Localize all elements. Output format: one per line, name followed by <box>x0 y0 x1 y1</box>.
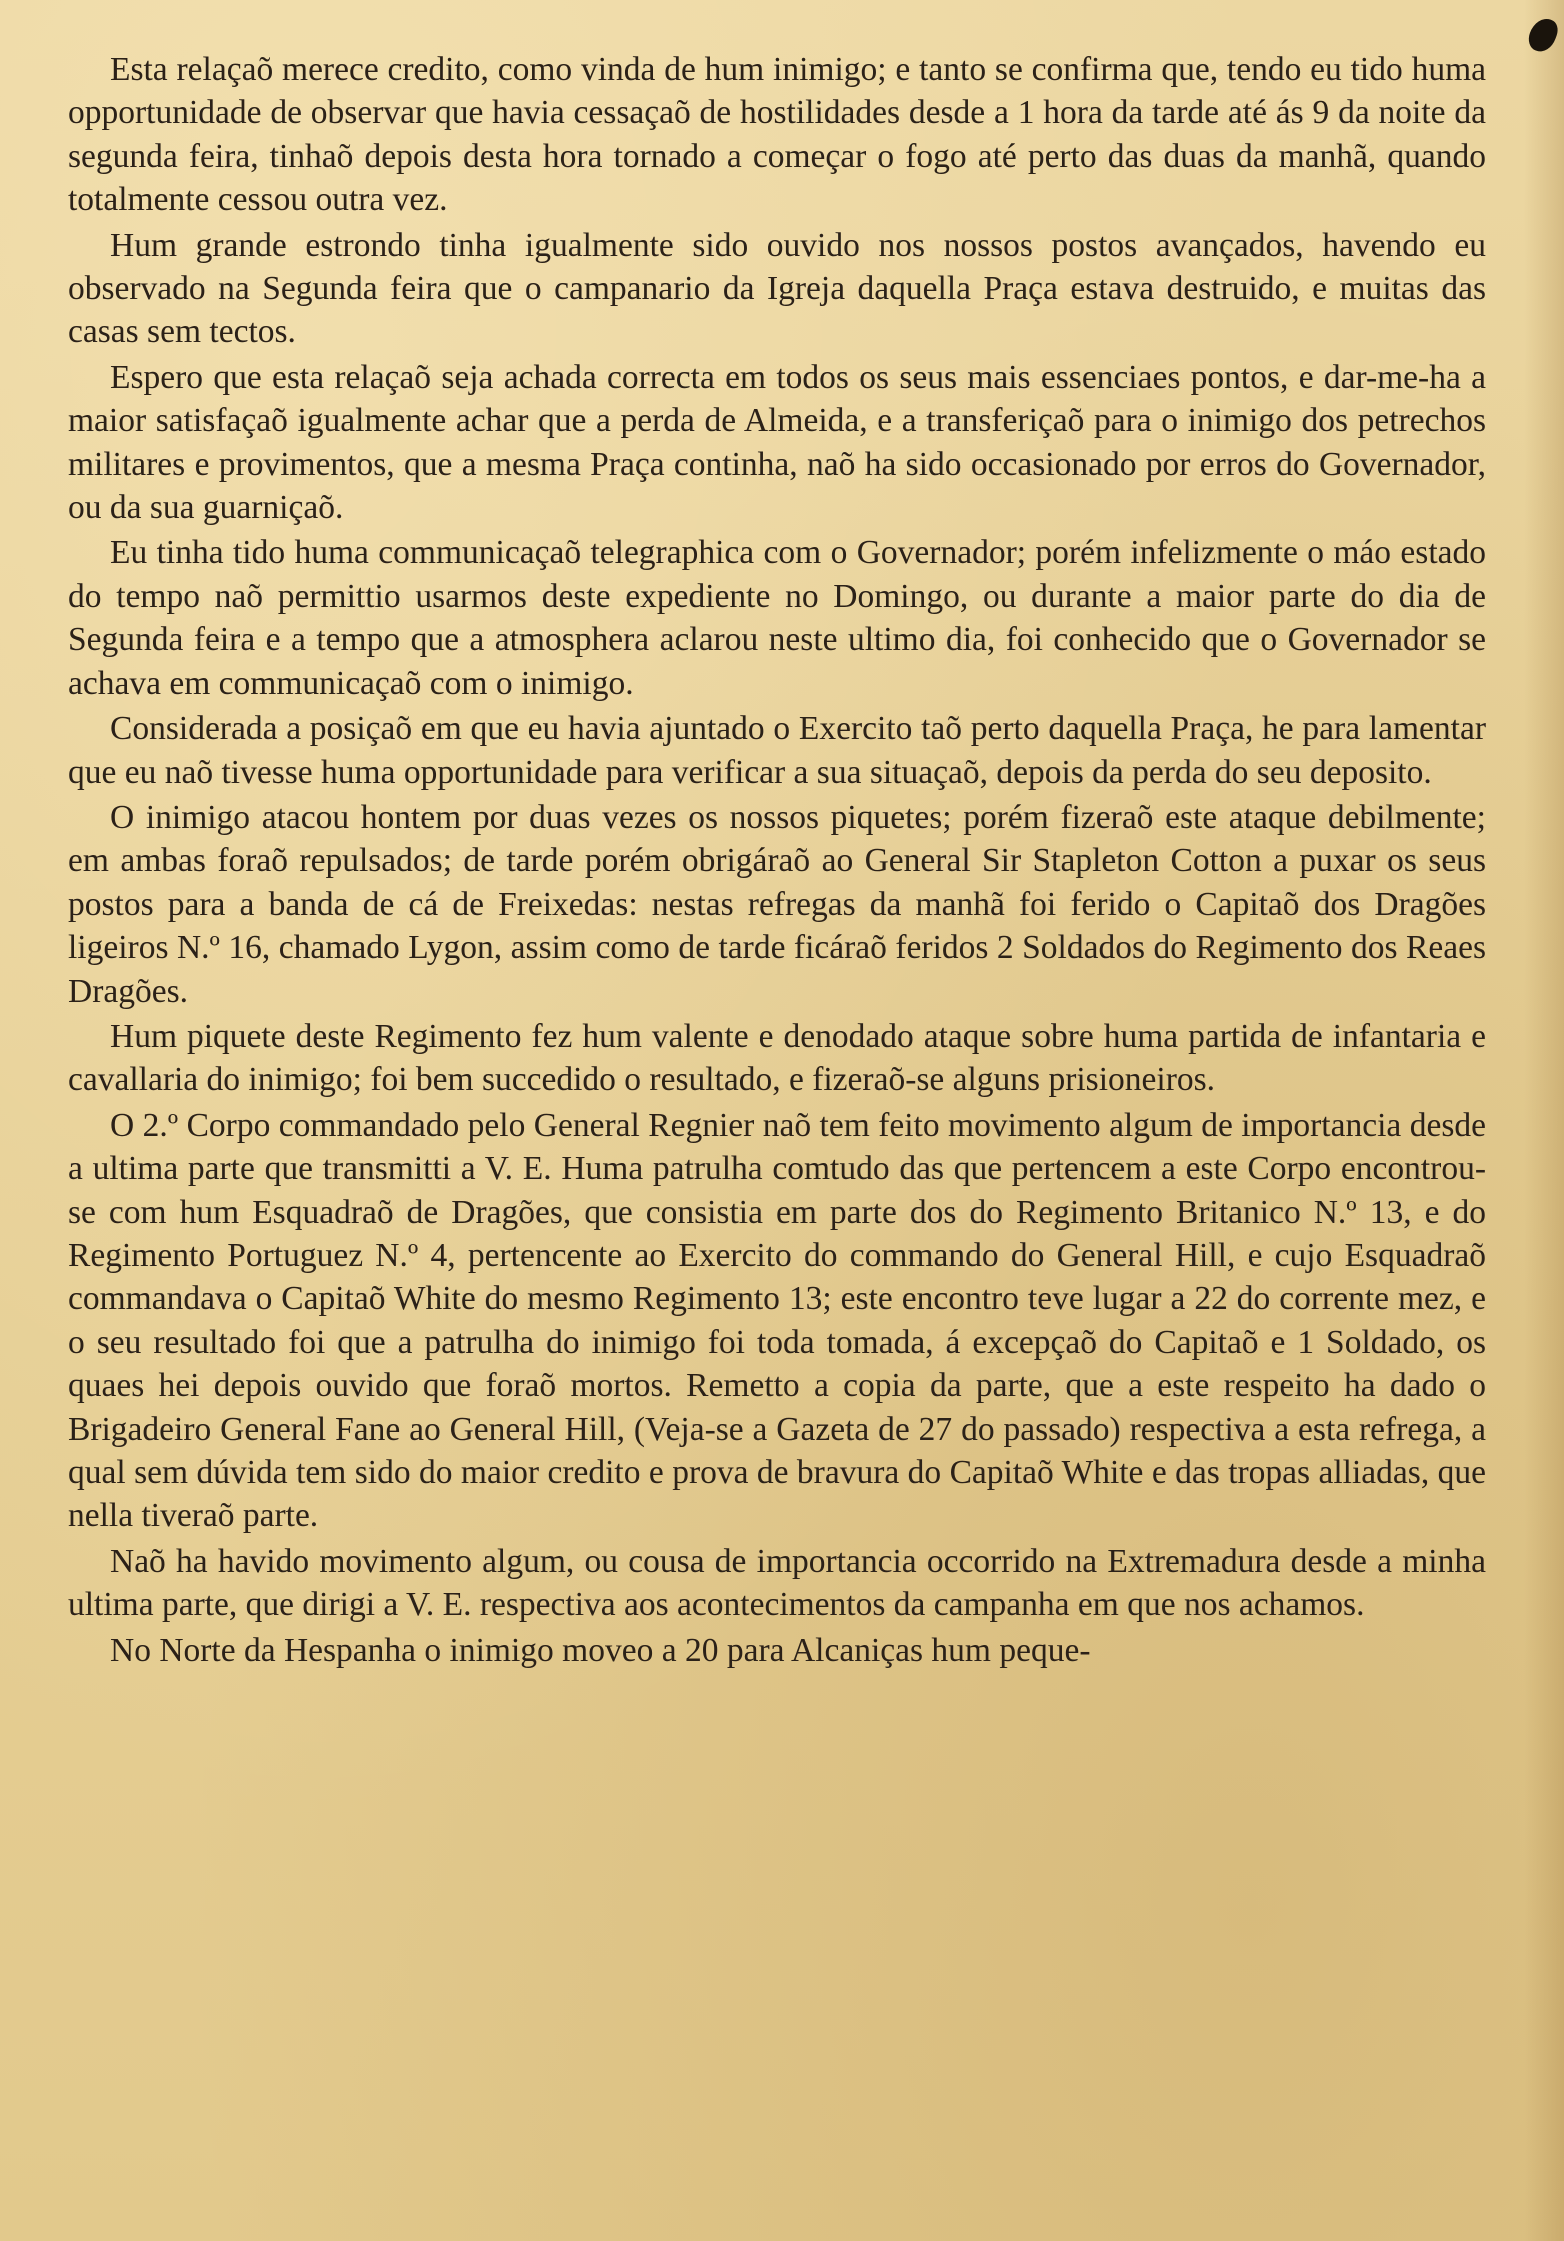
page-edge-shading <box>1524 0 1564 2241</box>
paragraph-9: Naõ ha havido movimento algum, ou cousa de importancia occorrido na Extremadura desde a minha ultima parte, que dirigi a V. E. respectiva aos acontecimentos da campanha em que nos achamos. <box>68 1542 1486 1624</box>
paragraph-6: O inimigo atacou hontem por duas vezes os nossos piquetes; porém fizeraõ este ataque debilmente; em ambas foraõ repulsados; de tarde porém obrigáraõ ao General Sir Stapleton Cotton a puxar os seus postos para a banda de cá de Freixedas: nestas refregas da manhã foi ferido o Capitaõ dos Dragões ligeiros N.º 16, chamado Lygon, assim como de tarde ficáraõ feridos 2 Soldados do Regimento dos Reaes Dragões. <box>68 798 1486 1010</box>
paragraph-7: Hum piquete deste Regimento fez hum valente e denodado ataque sobre huma partida de infantaria e cavallaria do inimigo; foi bem succedido o resultado, e fizeraõ-se alguns prisioneiros. <box>68 1017 1486 1099</box>
paragraph-8: O 2.º Corpo commandado pelo General Regnier naõ tem feito movimento algum de importancia desde a ultima parte que transmitti a V. E. Huma patrulha comtudo das que pertencem a este Corpo encontrou-se com hum Esquadraõ de Dragões, que consistia em parte dos do Regimento Britanico N.º 13, e do Regimento Portuguez N.º 4, pertencente ao Exercito do commando do General Hill, e cujo Esquadraõ commandava o Capitaõ White do mesmo Regimento 13; este encontro teve lugar a 22 do corrente mez, e o seu resultado foi que a patrulha do inimigo foi toda tomada, á excepçaõ do Capitaõ e 1 Soldado, os quaes hei depois ouvido que foraõ mortos. Remetto a copia da parte, que a este respeito ha dado o Brigadeiro General Fane ao General Hill, (Veja-se a Gazeta de 27 do passado) respectiva a esta refrega, a qual sem dúvida tem sido do maior credito e prova de bravura do Capitaõ White e das tropas alliadas, que nella tiveraõ parte. <box>68 1106 1486 1535</box>
paragraph-3: Espero que esta relaçaõ seja achada correcta em todos os seus mais essenciaes pontos, e dar-me-ha a maior satisfaçaõ igualmente achar que a perda de Almeida, e a transferiçaõ para o inimigo dos petrechos militares e provimentos, que a mesma Praça continha, naõ ha sido occasionado por erros do Governador, ou da sua guarniçaõ. <box>68 358 1486 527</box>
paragraph-2: Hum grande estrondo tinha igualmente sido ouvido nos nossos postos avançados, havendo eu observado na Segunda feira que o campanario da Igreja daquella Praça estava destruido, e muitas das casas sem tectos. <box>68 226 1486 351</box>
document-body <box>68 48 1486 1672</box>
paragraph-1: Esta relaçaõ merece credito, como vinda de hum inimigo; e tanto se confirma que, tendo eu tido huma opportunidade de observar que havia cessaçaõ de hostilidades desde a 1 hora da tarde até ás 9 da noite da segunda feira, tinhaõ depois desta hora tornado a começar o fogo até perto das duas da manhã, quando totalmente cessou outra vez. <box>68 51 1486 219</box>
paragraph-10: No Norte da Hespanha o inimigo moveo a 20 para Alcaniças hum peque- <box>110 1631 1091 1669</box>
paragraph-5: Considerada a posiçaõ em que eu havia ajuntado o Exercito taõ perto daquella Praça, he para lamentar que eu naõ tivesse huma opportunidade para verificar a sua situaçaõ, depois da perda do seu deposito. <box>68 710 1486 791</box>
paragraph-4: Eu tinha tido huma communicaçaõ telegraphica com o Governador; porém infelizmente o máo estado do tempo naõ permittio usarmos deste expediente no Domingo, ou durante a maior parte do dia de Segunda feira e a tempo que a atmosphera aclarou neste ultimo dia, foi conhecido que o Governador se achava em communicaçaõ com o inimigo. <box>68 534 1486 702</box>
